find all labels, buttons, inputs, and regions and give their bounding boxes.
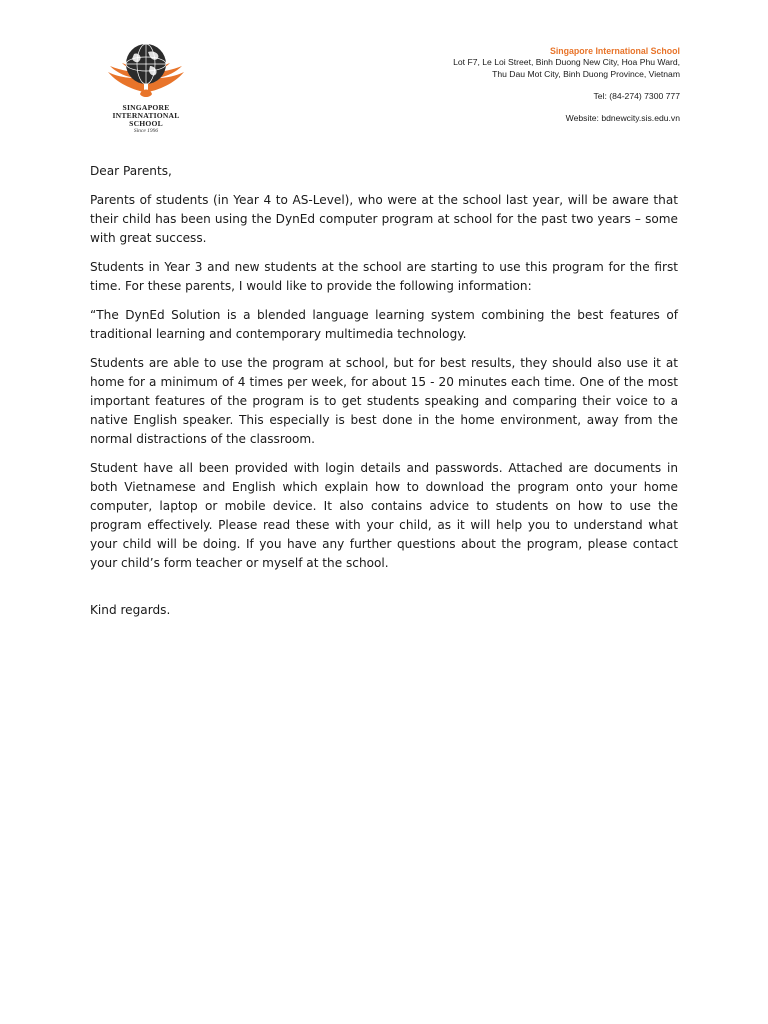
paragraph-1: Parents of students (in Year 4 to AS-Level), who were at the school last year, will be aware that their child has been using the DynEd computer program at school for the past two years – some with great success. — [90, 193, 678, 245]
globe-wings-icon — [104, 40, 188, 104]
telephone: Tel: (84-274) 7300 777 — [593, 90, 680, 101]
letter-body — [90, 162, 678, 630]
website: Website: bdnewcity.sis.edu.vn — [565, 113, 680, 124]
logo-text-line2: INTERNATIONAL — [112, 111, 180, 120]
logo-text-line1: SINGAPORE — [122, 103, 170, 112]
paragraph-4: Students are able to use the program at school, but for best results, they should also use it at home for a minimum of 4 times per week, for about 15 - 20 minutes each time. One of the most important features of the program is to get students speaking and comparing their voice to a native English speaker. This especially is best done in the home environment, away from the normal distractions of the classroom. — [90, 356, 678, 446]
paragraph-2: Students in Year 3 and new students at the school are starting to use this program for the first time. For these parents, I would like to provide the following information: — [90, 260, 678, 293]
paragraph-5: Student have all been provided with login details and passwords. Attached are documents in both Vietnamese and English which explain how to download the program onto your home computer, laptop or mobile device. It also contains advice to students on how to use the program effectively. Please read these with your child, as it will help you to understand what your child will be doing. If you have any further questions about the program, please contact your child’s form teacher or myself at the school. — [90, 461, 678, 570]
letterhead-contact — [453, 46, 680, 124]
letter-closing: Kind regards. — [90, 603, 171, 617]
address-line-1: Lot F7, Le Loi Street, Binh Duong New City, Hoa Phu Ward, — [453, 57, 680, 68]
address-line-2: Thu Dau Mot City, Binh Duong Province, Vietnam — [492, 68, 680, 79]
logo-text-line3: SCHOOL — [129, 119, 163, 128]
school-name: Singapore International School — [549, 46, 680, 56]
logo-since-text: Since 1996 — [133, 128, 159, 134]
school-logo — [104, 40, 188, 135]
paragraph-3: “The DynEd Solution is a blended language learning system combining the best features of traditional learning and contemporary multimedia technology. — [90, 308, 678, 341]
letter-greeting: Dear Parents, — [90, 164, 172, 178]
